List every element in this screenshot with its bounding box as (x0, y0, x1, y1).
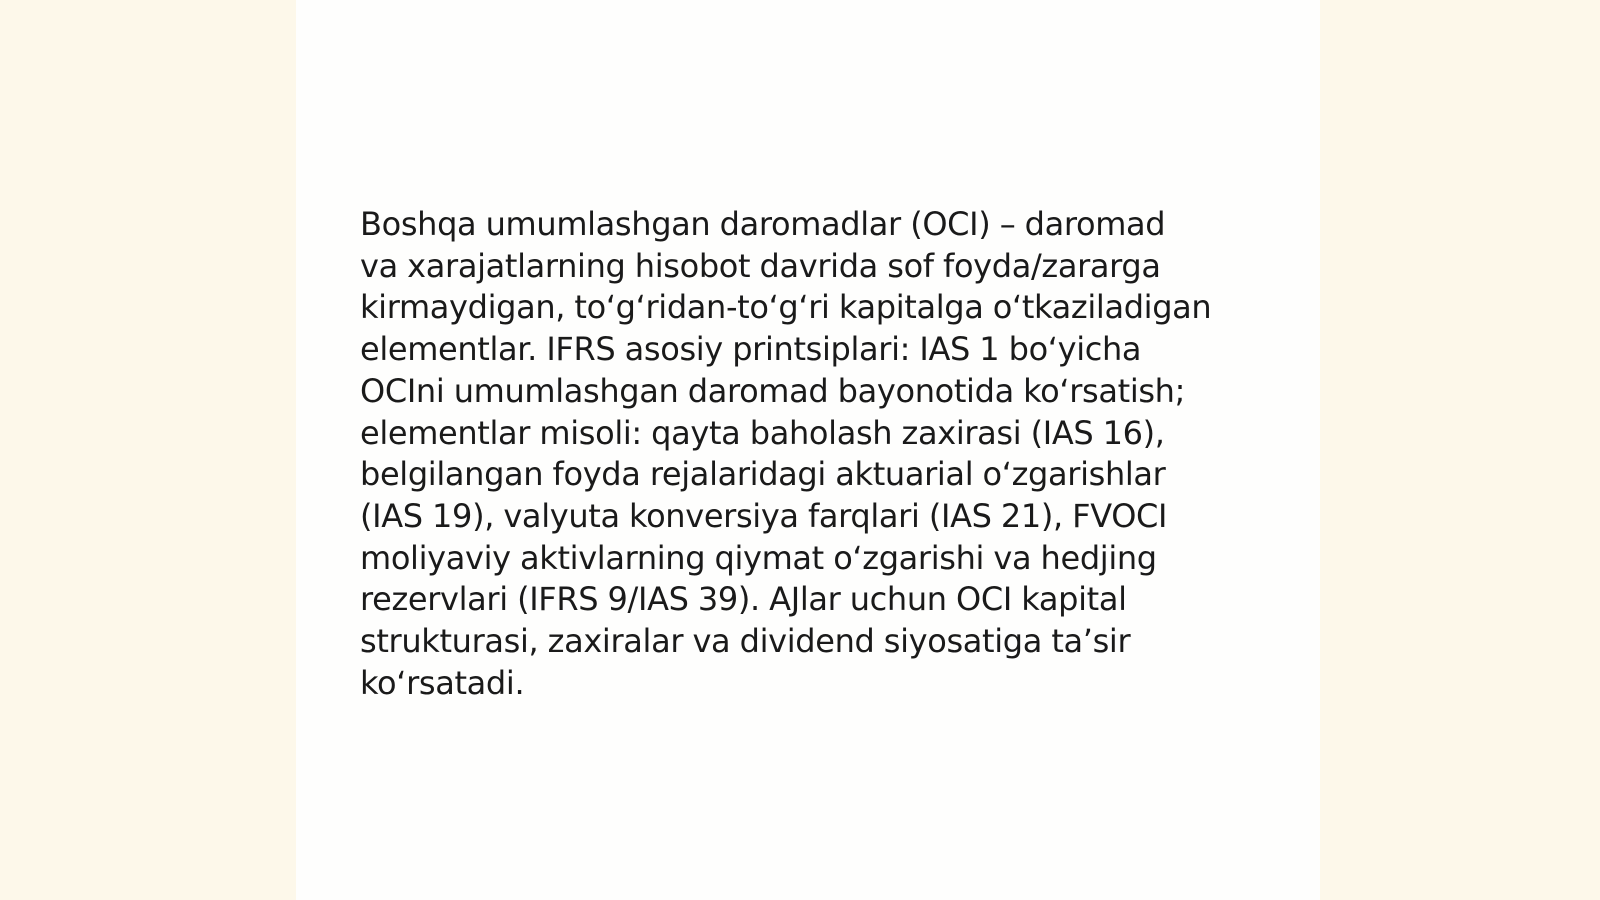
right-margin-background (1320, 0, 1600, 900)
text-line: kirmaydigan, to‘g‘ridan-to‘g‘ri kapitalga o‘tkaziladigan (360, 288, 1212, 327)
text-line: Boshqa umumlashgan daromadlar (OCI) – daromad (360, 205, 1166, 243)
text-line: (IAS 19), valyuta konversiya farqlari (IAS 21), FVOCI (360, 496, 1168, 535)
slide-body-text (360, 204, 1240, 704)
text-line: belgilangan foyda rejalaridagi aktuarial o‘zgarishlar (360, 455, 1166, 494)
text-line: rezervlari (IFRS 9/IAS 39). AJlar uchun OCI kapital (360, 580, 1127, 619)
text-line: strukturasi, zaxiralar va dividend siyosatiga ta’sir (360, 622, 1131, 661)
text-line: OCIni umumlashgan daromad bayonotida ko‘rsatish; (360, 371, 1186, 410)
text-line: moliyaviy aktivlarning qiymat o‘zgarishi va hedjing (360, 538, 1157, 577)
left-margin-background (0, 0, 296, 900)
text-line: ko‘rsatadi. (360, 663, 525, 702)
text-line: va xarajatlarning hisobot davrida sof foyda/zararga (360, 246, 1161, 285)
text-line: elementlar misoli: qayta baholash zaxirasi (IAS 16), (360, 413, 1165, 452)
text-line: elementlar. IFRS asosiy printsiplari: IAS 1 bo‘yicha (360, 330, 1142, 369)
